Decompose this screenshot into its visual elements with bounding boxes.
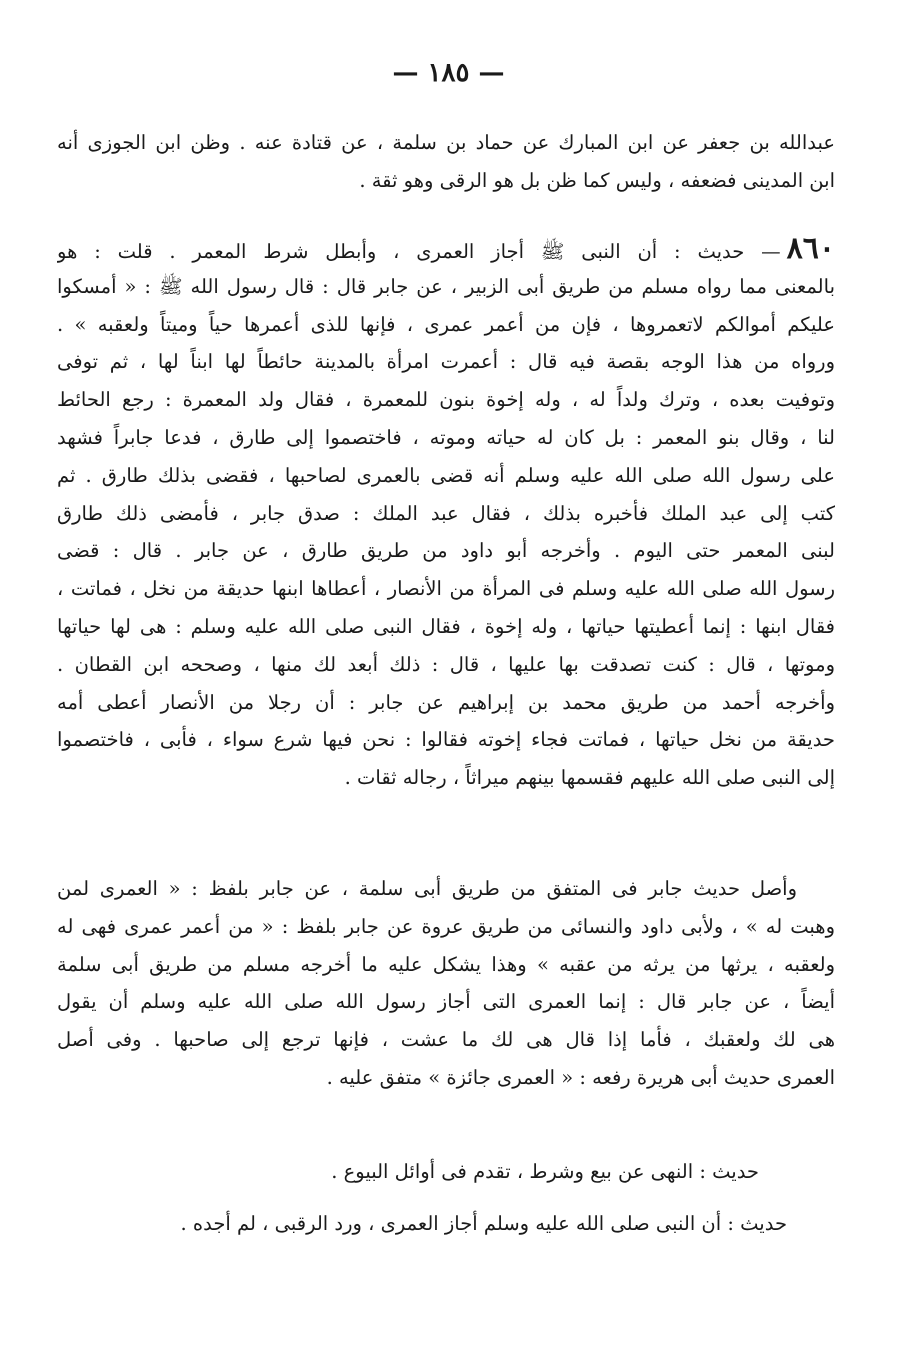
text-line	[57, 230, 835, 268]
text-line: أيضاً ، عن جابر قال : إنما العمرى التى أجاز رسول الله صلى الله عليه وسلم أن يقول	[57, 990, 835, 1014]
hadith-first-line: — حديث : أن النبى ﷺ أجاز العمرى ، وأبطل شرط المعمر . قلت : هو	[57, 240, 781, 263]
text-line: هى لك ولعقبك ، فأما إذا قال هى لك ما عشت ، فإنها ترجع إلى صاحبها . وفى أصل	[57, 1028, 835, 1052]
text-line: لبنى المعمر حتى اليوم . وأخرجه أبو داود من طريق طارق ، عن جابر . قال : قضى	[57, 539, 835, 563]
hadith-paragraph	[57, 230, 835, 797]
origin-paragraph	[57, 870, 835, 1097]
page-number: — ١٨٥ —	[392, 58, 505, 88]
text-line: وأصل حديث جابر فى المتفق من طريق أبى سلمة ، عن جابر بلفظ : « العمرى لمن	[57, 877, 797, 900]
text-line: ابن المدينى فضعفه ، وليس كما ظن بل هو الرقى وهو ثقة .	[359, 168, 835, 192]
text-line: كتب إلى عبد الملك فأخبره بذلك ، فقال عبد الملك : صدق جابر ، فأمضى ذلك طارق	[57, 501, 835, 525]
text-line: على رسول الله صلى الله عليه وسلم أنه قضى بالعمرى لصاحبها ، فقضى بذلك طارق . ثم	[57, 463, 835, 487]
note-line: حديث : النهى عن بيع وشرط ، تقدم فى أوائل البيوع .	[331, 1160, 759, 1183]
intro-paragraph	[57, 124, 835, 200]
note-line: حديث : أن النبى صلى الله عليه وسلم أجاز العمرى ، ورد الرقبى ، لم أجده .	[180, 1212, 787, 1235]
text-line: ولعقبه ، يرثها من يرثه من عقبه » وهذا يشكل عليه ما أخرجه مسلم من طريق أبى سلمة	[57, 952, 835, 976]
text-line: وأخرجه أحمد من طريق محمد بن إبراهيم عن جابر : أن رجلا من الأنصار أعطى أمه	[57, 690, 835, 714]
hadith-number: ٨٦٠	[786, 231, 835, 266]
text-line: العمرى حديث أبى هريرة رفعه : « العمرى جائزة » متفق عليه .	[326, 1065, 835, 1089]
text-line: حديقة من نخل حياتها ، فماتت فجاء إخوته فقالوا : نحن فيها شرع سواء ، فأبى ، فاختصموا	[57, 728, 835, 752]
text-line: وتوفيت بعده ، وترك ولداً له ، وله إخوة بنون للمعمرة ، فقال ولد المعمرة : رجع الحائط	[57, 388, 835, 412]
text-line: فقال ابنها : إنما أعطيتها حياتها ، وله إخوة ، فقال النبى صلى الله عليه وسلم : هى لها حياتها	[57, 614, 835, 638]
text-line: رسول الله صلى الله عليه وسلم فى المرأة من الأنصار ، أعطاها ابنها حديقة من نخل ، فماتت ،	[57, 577, 835, 601]
text-line: بالمعنى مما رواه مسلم من طريق أبى الزبير ، عن جابر قال : قال رسول الله ﷺ : « أمسكوا	[57, 274, 835, 298]
text-line: ورواه من هذا الوجه بقصة فيه قال : أعمرت امرأة بالمدينة حائطاً لها ابناً لها ، ثم توفى	[57, 350, 835, 374]
text-line: لنا ، وقال بنو المعمر : بل كان له حياته وموته ، فاختصموا إلى طارق ، فدعا جابراً فشهد	[57, 425, 835, 449]
closing-notes	[57, 1146, 787, 1250]
text-line: إلى النبى صلى الله عليهم فقسمها بينهم ميراثاً ، رجاله ثقات .	[344, 766, 835, 790]
text-line: وهبت له » ، ولأبى داود والنسائى من طريق عروة عن جابر بلفظ : « من أعمر عمرى فهى له	[57, 914, 835, 938]
text-line: وموتها ، قال : كنت تصدقت بها عليها ، قال : ذلك أبعد لك منها ، وصححه ابن القطان .	[57, 652, 835, 676]
text-line: عبدالله بن جعفر عن ابن المبارك عن حماد بن سلمة ، عن قتادة عنه . وظن ابن الجوزى أنه	[57, 131, 835, 154]
text-line: عليكم أموالكم لاتعمروها ، فإن من أعمر عمرى ، فإنها للذى أعمرها حياً وميتاً ولعقبه » .	[57, 312, 835, 336]
